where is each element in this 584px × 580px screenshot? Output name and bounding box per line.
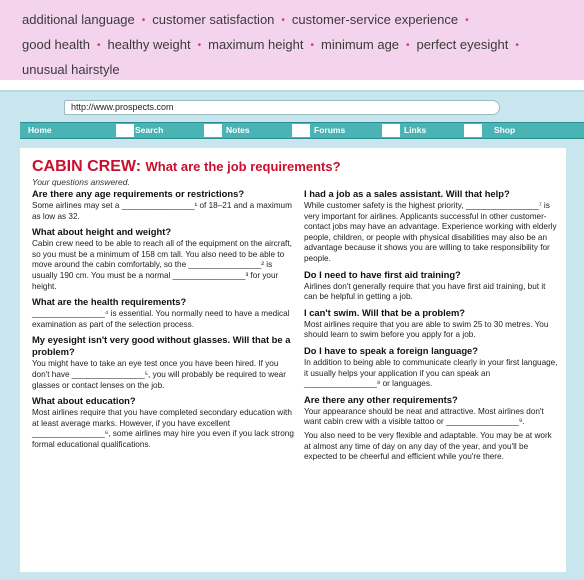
word-item: customer satisfaction bbox=[152, 12, 275, 27]
word-item: additional language bbox=[22, 12, 135, 27]
right-column bbox=[304, 188, 558, 467]
question-heading: I can't swim. Will that be a problem? bbox=[304, 306, 466, 318]
word-separator: • bbox=[197, 40, 202, 51]
answer-text: Some airlines may set a ________________¹ of 18–21 and a maximum as low as 32. bbox=[32, 201, 292, 221]
nav-links[interactable]: Links bbox=[404, 125, 427, 135]
article-subtitle: Your questions answered. bbox=[32, 177, 130, 187]
question-heading: What about height and weight? bbox=[32, 226, 172, 238]
word-item: unusual hairstyle bbox=[22, 62, 120, 77]
qa-block bbox=[32, 226, 294, 292]
word-item: customer-service experience bbox=[291, 12, 459, 27]
answer-text: Airlines don't generally require that you have first aid training, but it can be helpful in getting a job. bbox=[304, 281, 546, 302]
article-title bbox=[32, 158, 341, 176]
qa-block bbox=[32, 334, 294, 391]
word-item: healthy weight bbox=[107, 37, 191, 52]
question-heading: My eyesight isn't very good without glasses. Will that be a problem? bbox=[32, 334, 291, 358]
left-column bbox=[32, 188, 294, 455]
article-page bbox=[20, 148, 566, 572]
qa-block bbox=[32, 188, 294, 222]
nav-separator bbox=[116, 124, 134, 137]
answer-text: Most airlines require that you are able to swim 25 to 30 metres. You should learn to swim before you apply for a job. bbox=[304, 319, 549, 340]
qa-block bbox=[304, 394, 558, 463]
word-separator: • bbox=[96, 40, 101, 51]
word-separator: • bbox=[141, 15, 146, 26]
nav-separator bbox=[464, 124, 482, 137]
question-heading: I had a job as a sales assistant. Will that help? bbox=[304, 188, 510, 199]
qa-block bbox=[304, 345, 558, 390]
title-main: CABIN CREW: bbox=[32, 158, 142, 175]
qa-block bbox=[32, 395, 294, 450]
answer-text: While customer safety is the highest priority, ________________⁷ is very important for airlines. Applicants successful in other customer-contact jobs may have an advantage. Experience working with elderly people, children, or people with physical disabilities may also be an advantage because it shows you are willing to take responsibility for people. bbox=[304, 201, 557, 263]
title-question: What are the job requirements? bbox=[145, 159, 341, 174]
answer-text: You might have to take an eye test once you have been hired. If you don't have ________________⁵, you will probably be required to wear glasses or contact lenses on the job. bbox=[32, 359, 286, 390]
nav-notes[interactable]: Notes bbox=[226, 125, 250, 135]
question-heading: Do I have to speak a foreign language? bbox=[304, 344, 478, 356]
nav-home[interactable]: Home bbox=[28, 125, 52, 135]
nav-forums[interactable]: Forums bbox=[314, 125, 346, 135]
word-separator: • bbox=[310, 40, 314, 51]
question-heading: Are there any other requirements? bbox=[304, 393, 458, 405]
qa-block bbox=[304, 269, 558, 303]
question-heading: Do I need to have first aid training? bbox=[304, 268, 461, 280]
qa-block bbox=[304, 307, 558, 341]
nav-separator bbox=[292, 124, 310, 137]
word-item: perfect eyesight bbox=[416, 37, 509, 52]
qa-block bbox=[32, 296, 294, 330]
word-separator: • bbox=[281, 15, 285, 26]
nav-search[interactable]: Search bbox=[135, 125, 164, 135]
answer-text: Most airlines require that you have completed secondary education with at least average marks. However, if you have excellent ________________⁶, some airlines may hire you even if you lack strong formal educational qualifications. bbox=[32, 408, 294, 449]
word-separator: • bbox=[515, 40, 519, 51]
browser-window bbox=[0, 90, 584, 580]
answer-text: Your appearance should be neat and attractive. Most airlines don't want cabin crew with a visible tattoo or ________________⁹. bbox=[304, 406, 544, 427]
nav-bar bbox=[20, 122, 584, 139]
answer-text: You also need to be very flexible and adaptable. You may be at work at almost any time of day on any day of the year, and you'll be expected to be cheerful and efficient while you're there. bbox=[304, 430, 552, 462]
answer-text: ________________⁴ is essential. You normally need to have a medical examination as part of the selection process. bbox=[32, 309, 290, 329]
nav-shop[interactable]: Shop bbox=[494, 125, 516, 135]
qa-block bbox=[304, 188, 558, 265]
word-item: good health bbox=[22, 37, 90, 52]
question-heading: What are the health requirements? bbox=[32, 296, 187, 308]
answer-text: In addition to being able to communicate clearly in your first language, it usually helps your application if you can speak an ________________⁸ or languages. bbox=[304, 357, 558, 389]
word-separator: • bbox=[406, 40, 410, 51]
word-box bbox=[0, 0, 584, 80]
question-heading: Are there any age requirements or restrictions? bbox=[32, 188, 245, 199]
nav-separator bbox=[204, 124, 222, 137]
word-item: maximum height bbox=[208, 37, 304, 52]
answer-text: Cabin crew need to be able to reach all of the equipment on the aircraft, so you must be a minimum of 158 cm tall. You also need to be able to move around the cabin comfortably, so the ________________² is usually 190 cm. You must be a normal ________________³ for your height. bbox=[32, 239, 292, 291]
nav-separator bbox=[382, 124, 400, 137]
question-heading: What about education? bbox=[32, 395, 136, 407]
address-bar[interactable]: http://www.prospects.com bbox=[64, 100, 500, 115]
word-item: minimum age bbox=[321, 37, 400, 52]
word-separator: • bbox=[465, 15, 469, 26]
